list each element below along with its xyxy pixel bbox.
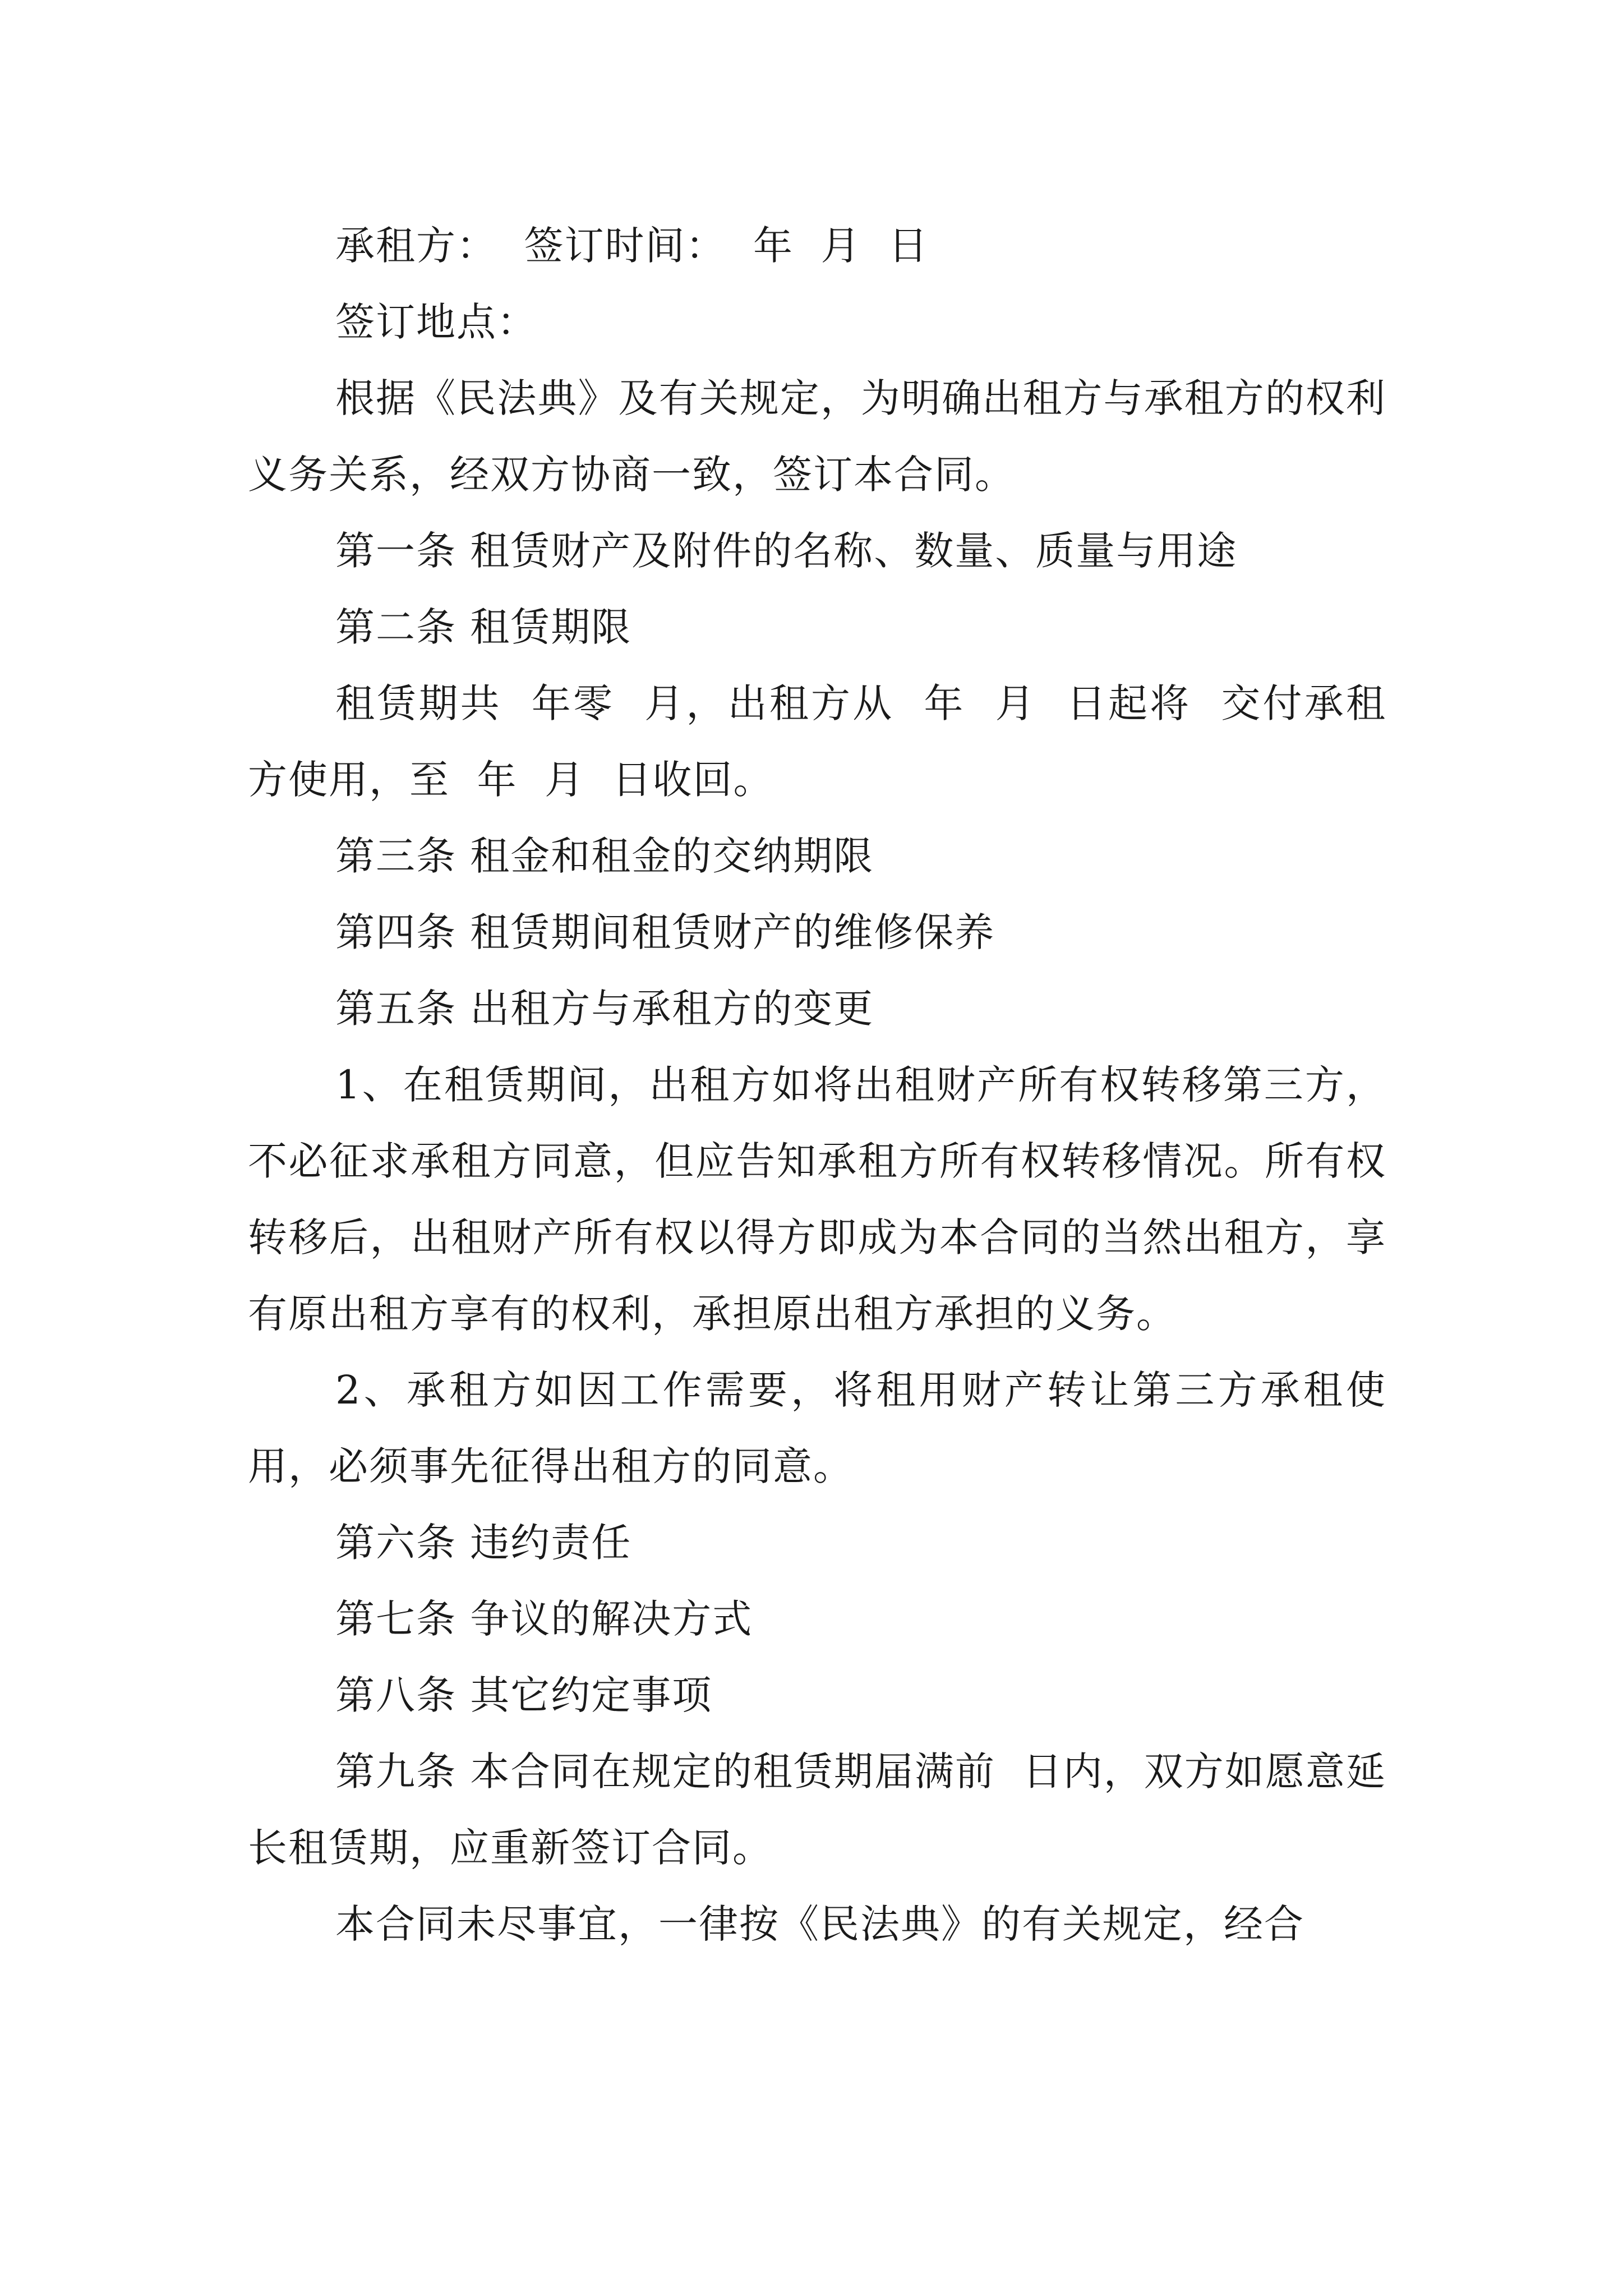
signing-location-line: 签订地点： bbox=[335, 299, 537, 345]
document-body bbox=[248, 208, 1386, 1962]
article-1-heading: 第一条 租赁财产及附件的名称、数量、质量与用途 bbox=[335, 528, 1238, 574]
article-6-heading: 第六条 违约责任 bbox=[335, 1520, 632, 1566]
preamble-paragraph: 根据《民法典》及有关规定，为明确出租方与承租方的权利义务关系，经双方协商一致，签订本合同。 bbox=[248, 375, 1386, 498]
closing-paragraph: 本合同未尽事宜，一律按《民法典》的有关规定，经合 bbox=[335, 1901, 1304, 1947]
article-8-heading: 第八条 其它约定事项 bbox=[335, 1672, 713, 1718]
article-9-paragraph: 第九条 本合同在规定的租赁期届满前 日内，双方如愿意延长租赁期，应重新签订合同。 bbox=[248, 1749, 1386, 1871]
article-5-clause-1: 1、在租赁期间，出租方如将出租财产所有权转移第三方，不必征求承租方同意，但应告知承租方所有权转移情况。所有权转移后，出租财产所有权以得方即成为本合同的当然出租方，享有原出租方享有的权利，承担原出租方承担的义务。 bbox=[248, 1062, 1386, 1337]
article-7-heading: 第七条 争议的解决方式 bbox=[335, 1596, 753, 1642]
lessee-signing-date-line: 承租方： 签订时间： 年 月 日 bbox=[335, 223, 929, 269]
article-4-heading: 第四条 租赁期间租赁财产的维修保养 bbox=[335, 909, 995, 955]
article-5-heading: 第五条 出租方与承租方的变更 bbox=[335, 986, 874, 1032]
lease-term-paragraph: 租赁期共 年零 月，出租方从 年 月 日起将 交付承租方使用，至 年 月 日收回。 bbox=[248, 680, 1386, 803]
article-3-heading: 第三条 租金和租金的交纳期限 bbox=[335, 833, 874, 879]
article-2-heading: 第二条 租赁期限 bbox=[335, 604, 632, 650]
article-5-clause-2: 2、承租方如因工作需要，将租用财产转让第三方承租使用，必须事先征得出租方的同意。 bbox=[248, 1367, 1386, 1489]
